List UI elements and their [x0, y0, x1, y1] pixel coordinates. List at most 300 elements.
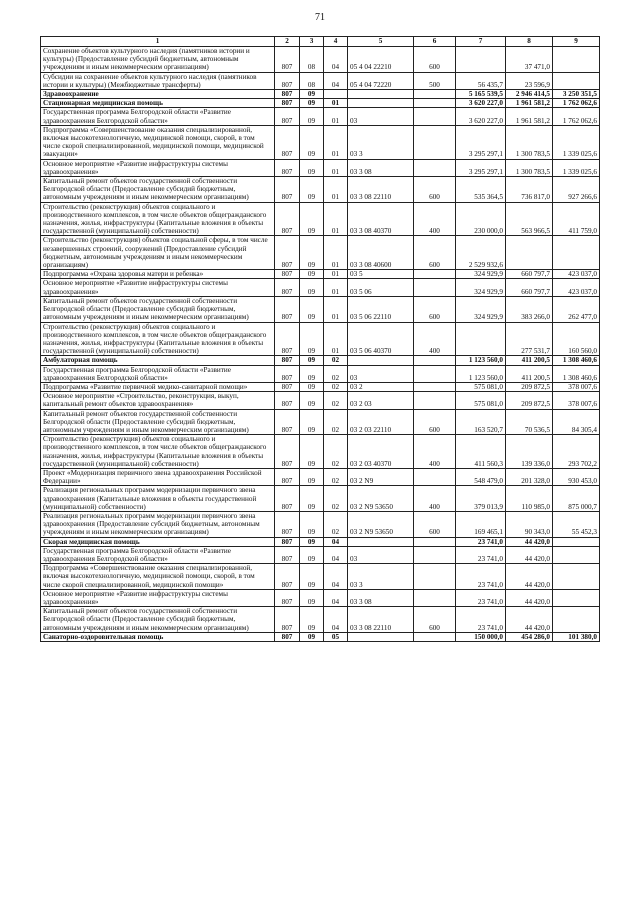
- target-article-cell: 03 3: [348, 564, 414, 590]
- target-article-cell: 03: [348, 365, 414, 382]
- section-code-cell: 09: [300, 365, 324, 382]
- amount-year2-cell: 383 266,0: [506, 296, 553, 322]
- amount-year1-cell: 23 741,0: [456, 589, 506, 606]
- amount-year1-cell: 575 081,0: [456, 382, 506, 391]
- subsection-code-cell: 02: [324, 382, 348, 391]
- expense-type-cell: [414, 99, 456, 108]
- table-row: [41, 365, 600, 382]
- amount-year2-cell: 70 536,5: [506, 409, 553, 435]
- amount-year3-cell: 1 339 025,6: [553, 159, 600, 176]
- table-row: [41, 409, 600, 435]
- table-row: [41, 546, 600, 563]
- amount-year2-cell: 411 200,5: [506, 365, 553, 382]
- expense-type-cell: [414, 468, 456, 485]
- amount-year3-cell: [553, 607, 600, 633]
- target-article-cell: [348, 632, 414, 641]
- amount-year2-cell: 1 961 581,2: [506, 99, 553, 108]
- amount-year1-cell: 169 465,1: [456, 511, 506, 537]
- subsection-code-cell: 05: [324, 632, 348, 641]
- expense-type-cell: [414, 90, 456, 99]
- ministry-code-cell: 807: [275, 270, 300, 279]
- target-article-cell: [348, 90, 414, 99]
- expense-type-cell: [414, 589, 456, 606]
- amount-year2-cell: 736 817,0: [506, 177, 553, 203]
- amount-year2-cell: 2 946 414,5: [506, 90, 553, 99]
- ministry-code-cell: 807: [275, 632, 300, 641]
- subsection-code-cell: 01: [324, 236, 348, 270]
- column-header: 9: [553, 37, 600, 47]
- amount-year3-cell: 1 308 460,6: [553, 356, 600, 365]
- subsection-code-cell: 01: [324, 202, 348, 236]
- row-name-cell: Подпрограмма «Охрана здоровья матери и ребенка»: [41, 270, 275, 279]
- target-article-cell: 03 2 03: [348, 392, 414, 409]
- section-code-cell: 09: [300, 632, 324, 641]
- target-article-cell: 03 2 03 22110: [348, 409, 414, 435]
- amount-year1-cell: 575 081,0: [456, 392, 506, 409]
- table-body: [41, 47, 600, 642]
- amount-year3-cell: [553, 236, 600, 270]
- subsection-code-cell: 01: [324, 270, 348, 279]
- row-name-cell: Капитальный ремонт объектов государственной собственности Белгородской области (Предоставление субсидий бюджетным, автономным учреждениям и иным некоммерческим организациям): [41, 296, 275, 322]
- section-code-cell: 09: [300, 125, 324, 159]
- section-code-cell: 09: [300, 99, 324, 108]
- amount-year3-cell: 262 477,0: [553, 296, 600, 322]
- ministry-code-cell: 807: [275, 296, 300, 322]
- amount-year2-cell: 209 872,5: [506, 392, 553, 409]
- subsection-code-cell: 04: [324, 589, 348, 606]
- table-row: [41, 125, 600, 159]
- ministry-code-cell: 807: [275, 108, 300, 125]
- column-header: 4: [324, 37, 348, 47]
- amount-year3-cell: 378 007,6: [553, 392, 600, 409]
- row-name-cell: Капитальный ремонт объектов государственной собственности Белгородской области (Предоставление субсидий бюджетным, автономным учреждениям и иным некоммерческим организациям): [41, 177, 275, 203]
- amount-year1-cell: 23 741,0: [456, 537, 506, 546]
- expense-type-cell: 600: [414, 296, 456, 322]
- target-article-cell: 05 4 04 22210: [348, 47, 414, 73]
- target-article-cell: [348, 99, 414, 108]
- expense-type-cell: [414, 382, 456, 391]
- ministry-code-cell: 807: [275, 511, 300, 537]
- ministry-code-cell: 807: [275, 564, 300, 590]
- amount-year2-cell: 44 420,0: [506, 564, 553, 590]
- expense-type-cell: 400: [414, 322, 456, 356]
- target-article-cell: 03 2: [348, 382, 414, 391]
- row-name-cell: Здравоохранение: [41, 90, 275, 99]
- subsection-code-cell: 01: [324, 322, 348, 356]
- subsection-code-cell: 02: [324, 486, 348, 512]
- expense-type-cell: 600: [414, 47, 456, 73]
- table-row: [41, 177, 600, 203]
- amount-year3-cell: 3 250 351,5: [553, 90, 600, 99]
- target-article-cell: 03 3 08 22110: [348, 607, 414, 633]
- amount-year3-cell: 84 305,4: [553, 409, 600, 435]
- target-article-cell: [348, 356, 414, 365]
- expense-type-cell: 400: [414, 486, 456, 512]
- ministry-code-cell: 807: [275, 468, 300, 485]
- target-article-cell: 05 4 04 72220: [348, 72, 414, 89]
- expense-type-cell: [414, 564, 456, 590]
- amount-year2-cell: 44 420,0: [506, 607, 553, 633]
- amount-year2-cell: 660 797,7: [506, 279, 553, 296]
- target-article-cell: 03 3: [348, 125, 414, 159]
- amount-year3-cell: 875 000,7: [553, 486, 600, 512]
- table-row: [41, 356, 600, 365]
- row-name-cell: Стационарная медицинская помощь: [41, 99, 275, 108]
- table-row: [41, 47, 600, 73]
- row-name-cell: Строительство (реконструкция) объектов социальной сферы, в том числе незавершенных строений, сооружений (Предоставление субсидий бюджетным, автономным учреждениям и иным некоммерческим организациям): [41, 236, 275, 270]
- subsection-code-cell: 04: [324, 47, 348, 73]
- amount-year2-cell: 277 531,7: [506, 322, 553, 356]
- amount-year1-cell: 3 295 297,1: [456, 125, 506, 159]
- ministry-code-cell: 807: [275, 409, 300, 435]
- subsection-code-cell: 02: [324, 356, 348, 365]
- amount-year2-cell: 44 420,0: [506, 537, 553, 546]
- table-row: [41, 468, 600, 485]
- table-row: [41, 564, 600, 590]
- amount-year2-cell: 563 966,5: [506, 202, 553, 236]
- amount-year3-cell: [553, 47, 600, 73]
- subsection-code-cell: 01: [324, 296, 348, 322]
- section-code-cell: 09: [300, 108, 324, 125]
- table-row: [41, 270, 600, 279]
- section-code-cell: 09: [300, 356, 324, 365]
- amount-year1-cell: 535 364,5: [456, 177, 506, 203]
- section-code-cell: 09: [300, 435, 324, 469]
- expense-type-cell: [414, 270, 456, 279]
- ministry-code-cell: 807: [275, 99, 300, 108]
- ministry-code-cell: 807: [275, 356, 300, 365]
- amount-year3-cell: 1 762 062,6: [553, 99, 600, 108]
- amount-year1-cell: 324 929,9: [456, 279, 506, 296]
- row-name-cell: Государственная программа Белгородской области «Развитие здравоохранения Белгородской области»: [41, 365, 275, 382]
- expense-type-cell: [414, 279, 456, 296]
- amount-year3-cell: [553, 546, 600, 563]
- ministry-code-cell: 807: [275, 322, 300, 356]
- subsection-code-cell: 01: [324, 108, 348, 125]
- section-code-cell: 09: [300, 270, 324, 279]
- table-row: [41, 72, 600, 89]
- amount-year1-cell: 3 620 227,0: [456, 108, 506, 125]
- table-row: [41, 632, 600, 641]
- subsection-code-cell: 02: [324, 409, 348, 435]
- table-row: [41, 382, 600, 391]
- amount-year1-cell: 1 123 560,0: [456, 365, 506, 382]
- row-name-cell: Реализация региональных программ модернизации первичного звена здравоохранения (Капитальные вложения в объекты государственной (муниципальной) собственности): [41, 486, 275, 512]
- table-row: [41, 486, 600, 512]
- table-row: [41, 108, 600, 125]
- section-code-cell: 08: [300, 72, 324, 89]
- amount-year2-cell: 1 300 783,5: [506, 159, 553, 176]
- amount-year1-cell: 23 741,0: [456, 564, 506, 590]
- table-row: [41, 90, 600, 99]
- amount-year3-cell: 160 560,0: [553, 322, 600, 356]
- ministry-code-cell: 807: [275, 382, 300, 391]
- amount-year2-cell: 139 336,0: [506, 435, 553, 469]
- amount-year3-cell: 1 339 025,6: [553, 125, 600, 159]
- amount-year1-cell: 23 741,0: [456, 607, 506, 633]
- target-article-cell: 03 2 N9 53650: [348, 511, 414, 537]
- amount-year2-cell: 454 286,0: [506, 632, 553, 641]
- table-row: [41, 511, 600, 537]
- ministry-code-cell: 807: [275, 537, 300, 546]
- amount-year2-cell: 1 961 581,2: [506, 108, 553, 125]
- table-row: [41, 392, 600, 409]
- amount-year1-cell: 3 620 227,0: [456, 99, 506, 108]
- amount-year2-cell: 23 596,9: [506, 72, 553, 89]
- table-row: [41, 99, 600, 108]
- table-row: [41, 279, 600, 296]
- row-name-cell: Строительство (реконструкция) объектов социального и производственного комплексов, в том числе объектов общегражданского назначения, жилья, инфраструктуры (Капитальные вложения в объекты государственной (муниципальной) собственности): [41, 435, 275, 469]
- section-code-cell: 09: [300, 546, 324, 563]
- target-article-cell: 03 2 N9 53650: [348, 486, 414, 512]
- amount-year1-cell: [456, 322, 506, 356]
- row-name-cell: Подпрограмма «Совершенствование оказания специализированной, включая высокотехнологичную, медицинской помощи, скорой, в том числе скорой специализированной, медицинской помощи»: [41, 564, 275, 590]
- amount-year1-cell: 5 165 539,5: [456, 90, 506, 99]
- row-name-cell: Государственная программа Белгородской области «Развитие здравоохранения Белгородской области»: [41, 108, 275, 125]
- target-article-cell: 03 3 08 40600: [348, 236, 414, 270]
- amount-year2-cell: 90 343,0: [506, 511, 553, 537]
- amount-year3-cell: 293 702,2: [553, 435, 600, 469]
- section-code-cell: 09: [300, 607, 324, 633]
- subsection-code-cell: 02: [324, 435, 348, 469]
- target-article-cell: 03 5 06: [348, 279, 414, 296]
- expense-type-cell: [414, 125, 456, 159]
- amount-year1-cell: 324 929,9: [456, 270, 506, 279]
- section-code-cell: 09: [300, 589, 324, 606]
- row-name-cell: Строительство (реконструкция) объектов социального и производственного комплексов, в том числе объектов общегражданского назначения, жилья, инфраструктуры (Капитальные вложения в объекты государственной (муниципальной) собственности): [41, 322, 275, 356]
- budget-table: [40, 36, 600, 642]
- expense-type-cell: 600: [414, 236, 456, 270]
- ministry-code-cell: 807: [275, 90, 300, 99]
- amount-year3-cell: 1 762 062,6: [553, 108, 600, 125]
- ministry-code-cell: 807: [275, 589, 300, 606]
- ministry-code-cell: 807: [275, 279, 300, 296]
- table-row: [41, 435, 600, 469]
- table-row: [41, 236, 600, 270]
- amount-year3-cell: 927 266,6: [553, 177, 600, 203]
- amount-year2-cell: 411 200,5: [506, 356, 553, 365]
- column-header: 6: [414, 37, 456, 47]
- subsection-code-cell: 04: [324, 564, 348, 590]
- amount-year1-cell: 23 741,0: [456, 546, 506, 563]
- expense-type-cell: 600: [414, 511, 456, 537]
- row-name-cell: Скорая медицинская помощь: [41, 537, 275, 546]
- expense-type-cell: 600: [414, 409, 456, 435]
- section-code-cell: 09: [300, 90, 324, 99]
- expense-type-cell: [414, 537, 456, 546]
- ministry-code-cell: 807: [275, 202, 300, 236]
- subsection-code-cell: 01: [324, 99, 348, 108]
- column-header: 8: [506, 37, 553, 47]
- target-article-cell: 03 3 08 40370: [348, 202, 414, 236]
- ministry-code-cell: 807: [275, 236, 300, 270]
- subsection-code-cell: 02: [324, 392, 348, 409]
- row-name-cell: Капитальный ремонт объектов государственной собственности Белгородской области (Предоставление субсидий бюджетным, автономным учреждениям и иным некоммерческим организациям): [41, 607, 275, 633]
- section-code-cell: 09: [300, 564, 324, 590]
- table-row: [41, 202, 600, 236]
- table-row: [41, 159, 600, 176]
- subsection-code-cell: 02: [324, 468, 348, 485]
- row-name-cell: Проект «Модернизация первичного звена здравоохранения Российской Федерации»: [41, 468, 275, 485]
- amount-year2-cell: 209 872,5: [506, 382, 553, 391]
- subsection-code-cell: 01: [324, 177, 348, 203]
- amount-year3-cell: [553, 564, 600, 590]
- section-code-cell: 09: [300, 236, 324, 270]
- amount-year1-cell: 411 560,3: [456, 435, 506, 469]
- table-row: [41, 296, 600, 322]
- target-article-cell: 03 3 08 22110: [348, 177, 414, 203]
- column-header: 5: [348, 37, 414, 47]
- target-article-cell: 03 2 N9: [348, 468, 414, 485]
- row-name-cell: Капитальный ремонт объектов государственной собственности Белгородской области (Предоставление субсидий бюджетным, автономным учреждениям и иным некоммерческим организациям): [41, 409, 275, 435]
- table-header-row: [41, 37, 600, 47]
- row-name-cell: Государственная программа Белгородской области «Развитие здравоохранения Белгородской области»: [41, 546, 275, 563]
- ministry-code-cell: 807: [275, 177, 300, 203]
- subsection-code-cell: [324, 90, 348, 99]
- row-name-cell: Строительство (реконструкция) объектов социального и производственного комплексов, в том числе объектов общегражданского назначения, жилья, инфраструктуры (Капитальные вложения в объекты государственной (муниципальной) собственности): [41, 202, 275, 236]
- amount-year3-cell: 378 007,6: [553, 382, 600, 391]
- ministry-code-cell: 807: [275, 435, 300, 469]
- target-article-cell: 03: [348, 546, 414, 563]
- amount-year2-cell: 1 300 783,5: [506, 125, 553, 159]
- amount-year1-cell: 548 479,0: [456, 468, 506, 485]
- amount-year2-cell: 110 985,0: [506, 486, 553, 512]
- subsection-code-cell: 01: [324, 125, 348, 159]
- section-code-cell: 09: [300, 296, 324, 322]
- target-article-cell: 03 3 08: [348, 589, 414, 606]
- amount-year2-cell: 44 420,0: [506, 546, 553, 563]
- target-article-cell: 03 3 08: [348, 159, 414, 176]
- amount-year3-cell: 1 308 460,6: [553, 365, 600, 382]
- expense-type-cell: [414, 365, 456, 382]
- amount-year3-cell: 930 453,0: [553, 468, 600, 485]
- section-code-cell: 09: [300, 486, 324, 512]
- expense-type-cell: [414, 546, 456, 563]
- expense-type-cell: 400: [414, 202, 456, 236]
- amount-year2-cell: 660 797,7: [506, 270, 553, 279]
- ministry-code-cell: 807: [275, 392, 300, 409]
- target-article-cell: [348, 537, 414, 546]
- row-name-cell: Основное мероприятие «Развитие инфраструктуры системы здравоохранения»: [41, 279, 275, 296]
- target-article-cell: 03: [348, 108, 414, 125]
- subsection-code-cell: 04: [324, 607, 348, 633]
- amount-year3-cell: 423 037,0: [553, 279, 600, 296]
- table-row: [41, 322, 600, 356]
- section-code-cell: 09: [300, 279, 324, 296]
- row-name-cell: Основное мероприятие «Развитие инфраструктуры системы здравоохранения»: [41, 589, 275, 606]
- section-code-cell: 09: [300, 159, 324, 176]
- amount-year2-cell: [506, 236, 553, 270]
- ministry-code-cell: 807: [275, 607, 300, 633]
- amount-year1-cell: 3 295 297,1: [456, 159, 506, 176]
- target-article-cell: 03 5: [348, 270, 414, 279]
- subsection-code-cell: 01: [324, 279, 348, 296]
- section-code-cell: 09: [300, 177, 324, 203]
- amount-year3-cell: 101 380,0: [553, 632, 600, 641]
- section-code-cell: 08: [300, 47, 324, 73]
- amount-year3-cell: 55 452,3: [553, 511, 600, 537]
- row-name-cell: Подпрограмма «Развитие первичной медико-санитарной помощи»: [41, 382, 275, 391]
- expense-type-cell: [414, 159, 456, 176]
- subsection-code-cell: 02: [324, 365, 348, 382]
- amount-year1-cell: 1 123 560,0: [456, 356, 506, 365]
- ministry-code-cell: 807: [275, 125, 300, 159]
- amount-year1-cell: 2 529 932,6: [456, 236, 506, 270]
- amount-year3-cell: [553, 537, 600, 546]
- section-code-cell: 09: [300, 202, 324, 236]
- subsection-code-cell: 02: [324, 511, 348, 537]
- target-article-cell: 03 2 03 40370: [348, 435, 414, 469]
- ministry-code-cell: 807: [275, 365, 300, 382]
- amount-year1-cell: [456, 47, 506, 73]
- subsection-code-cell: 01: [324, 159, 348, 176]
- amount-year2-cell: 201 328,0: [506, 468, 553, 485]
- row-name-cell: Субсидии на сохранение объектов культурного наследия (памятников истории и культуры) (Межбюджетные трансферты): [41, 72, 275, 89]
- amount-year1-cell: 324 929,9: [456, 296, 506, 322]
- table-row: [41, 589, 600, 606]
- row-name-cell: Сохранение объектов культурного наследия (памятников истории и культуры) (Предоставление субсидий бюджетным, автономным учреждениям и иным некоммерческим организациям): [41, 47, 275, 73]
- amount-year1-cell: 56 435,7: [456, 72, 506, 89]
- section-code-cell: 09: [300, 322, 324, 356]
- section-code-cell: 09: [300, 392, 324, 409]
- column-header: 7: [456, 37, 506, 47]
- amount-year1-cell: 163 520,7: [456, 409, 506, 435]
- ministry-code-cell: 807: [275, 486, 300, 512]
- expense-type-cell: [414, 108, 456, 125]
- ministry-code-cell: 807: [275, 47, 300, 73]
- amount-year1-cell: 230 000,0: [456, 202, 506, 236]
- expense-type-cell: [414, 356, 456, 365]
- ministry-code-cell: 807: [275, 546, 300, 563]
- row-name-cell: Подпрограмма «Совершенствование оказания специализированной, включая высокотехнологичную, медицинской помощи, скорой, в том числе скорой специализированной, медицинской помощи, медицинской эвакуации»: [41, 125, 275, 159]
- column-header: 2: [275, 37, 300, 47]
- amount-year3-cell: 411 759,0: [553, 202, 600, 236]
- expense-type-cell: 600: [414, 177, 456, 203]
- ministry-code-cell: 807: [275, 72, 300, 89]
- row-name-cell: Основное мероприятие «Развитие инфраструктуры системы здравоохранения»: [41, 159, 275, 176]
- expense-type-cell: [414, 392, 456, 409]
- amount-year3-cell: 423 037,0: [553, 270, 600, 279]
- section-code-cell: 09: [300, 468, 324, 485]
- expense-type-cell: [414, 632, 456, 641]
- section-code-cell: 09: [300, 409, 324, 435]
- subsection-code-cell: 04: [324, 546, 348, 563]
- row-name-cell: Санаторно-оздоровительная помощь: [41, 632, 275, 641]
- expense-type-cell: 600: [414, 607, 456, 633]
- page-number: 71: [315, 12, 325, 23]
- expense-type-cell: 500: [414, 72, 456, 89]
- table-row: [41, 607, 600, 633]
- section-code-cell: 09: [300, 382, 324, 391]
- amount-year2-cell: 37 471,0: [506, 47, 553, 73]
- section-code-cell: 09: [300, 511, 324, 537]
- column-header: 3: [300, 37, 324, 47]
- amount-year3-cell: [553, 72, 600, 89]
- amount-year2-cell: 44 420,0: [506, 589, 553, 606]
- section-code-cell: 09: [300, 537, 324, 546]
- row-name-cell: Амбулаторная помощь: [41, 356, 275, 365]
- column-header: 1: [41, 37, 275, 47]
- target-article-cell: 03 5 06 40370: [348, 322, 414, 356]
- row-name-cell: Основное мероприятие «Строительство, реконструкция, выкуп, капитальный ремонт объектов здравоохранения»: [41, 392, 275, 409]
- amount-year1-cell: 150 000,0: [456, 632, 506, 641]
- expense-type-cell: 400: [414, 435, 456, 469]
- ministry-code-cell: 807: [275, 159, 300, 176]
- row-name-cell: Реализация региональных программ модернизации первичного звена здравоохранения (Предоставление субсидий бюджетным, автономным учреждениям и иным некоммерческим организациям): [41, 511, 275, 537]
- amount-year1-cell: 379 013,9: [456, 486, 506, 512]
- amount-year3-cell: [553, 589, 600, 606]
- target-article-cell: 03 5 06 22110: [348, 296, 414, 322]
